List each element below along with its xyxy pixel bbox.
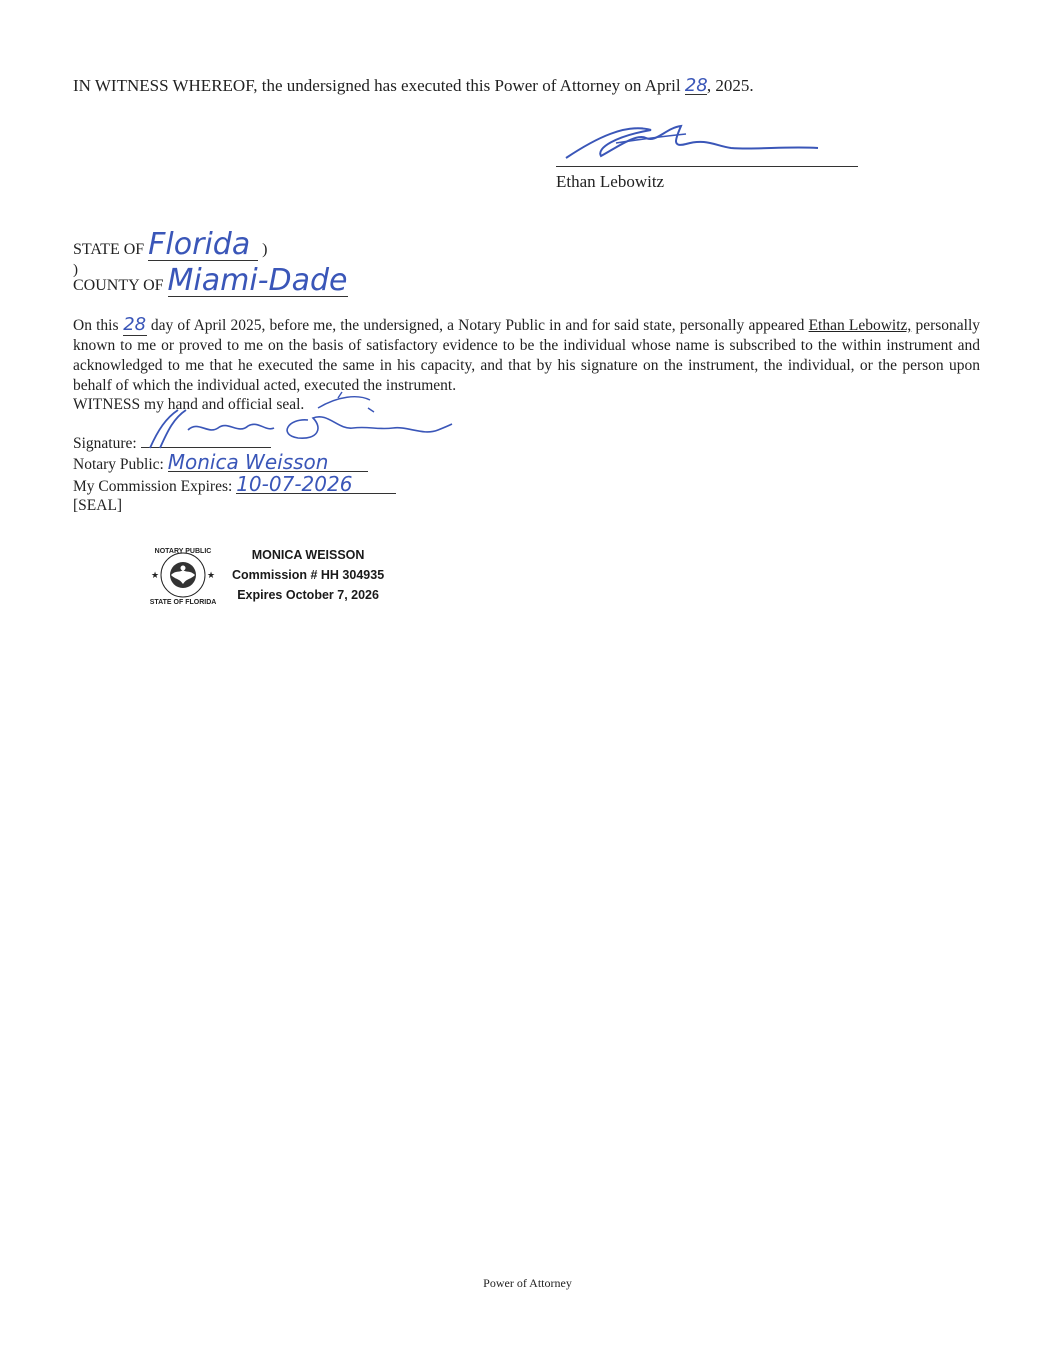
notary-signature-label: Signature: [73, 434, 137, 452]
seal-commission: Commission # HH 304935 [232, 568, 385, 582]
ack-appeared-name: Ethan Lebowitz, [808, 317, 912, 334]
acknowledgment-paragraph [73, 315, 980, 396]
witness-clause [73, 76, 754, 96]
ack-on-this: On this [73, 317, 119, 334]
venue-state-row [73, 227, 268, 262]
witness-day-handwritten: 28 [684, 75, 708, 96]
notary-seal-label: [SEAL] [73, 497, 123, 514]
seal-text-block [232, 545, 384, 605]
notary-signature-graphic [138, 390, 458, 452]
svg-text:★: ★ [207, 571, 216, 581]
ack-text-2: personally known to me or proved to me on the basis of satisfactory evidence to be the individual whose name is subscribed to the within instrument and acknowledged to me that he executed the same in his capacity, and that by his signature on the instrument, the individual, or the person upon behalf of which the individual acted, executed the instrument. [73, 317, 981, 394]
svg-text:NOTARY PUBLIC: NOTARY PUBLIC [154, 548, 212, 555]
county-label: COUNTY OF [73, 277, 164, 294]
state-value-handwritten: Florida [148, 230, 258, 261]
notary-expires-row [73, 471, 396, 497]
witness-prefix: IN WITNESS WHEREOF, the undersigned has executed this Power of Attorney on April [73, 76, 681, 95]
svg-text:STATE OF FLORIDA: STATE OF FLORIDA [149, 599, 217, 606]
notary-expires-value-handwritten: 10-07-2026 [236, 475, 396, 494]
venue-paren-line: ) [73, 262, 78, 278]
principal-signature-line [556, 166, 858, 167]
county-value-handwritten: Miami-Dade [167, 263, 348, 298]
state-paren: ) [262, 241, 268, 258]
notary-seal-emblem [143, 540, 223, 610]
witness-suffix: , 2025. [706, 76, 754, 95]
venue-county-row [73, 263, 348, 298]
ack-text-1: day of April 2025, before me, the undersigned, a Notary Public in and for said state, personally appeared [150, 317, 805, 334]
state-label: STATE OF [73, 241, 145, 258]
principal-signature-graphic [556, 118, 836, 168]
seal-expires: Expires October 7, 2026 [237, 588, 379, 602]
principal-name: Ethan Lebowitz [556, 172, 665, 191]
notary-expires-label: My Commission Expires: [73, 477, 233, 495]
seal-name: MONICA WEISSON [251, 548, 365, 562]
page-footer: Power of Attorney [483, 1276, 572, 1290]
notary-witness-line: WITNESS my hand and official seal. [73, 396, 305, 413]
ack-day-handwritten: 28 [123, 314, 147, 335]
svg-text:★: ★ [151, 571, 160, 581]
notary-public-value-handwritten: Monica Weisson [168, 453, 368, 472]
notary-public-label: Notary Public: [73, 456, 164, 473]
